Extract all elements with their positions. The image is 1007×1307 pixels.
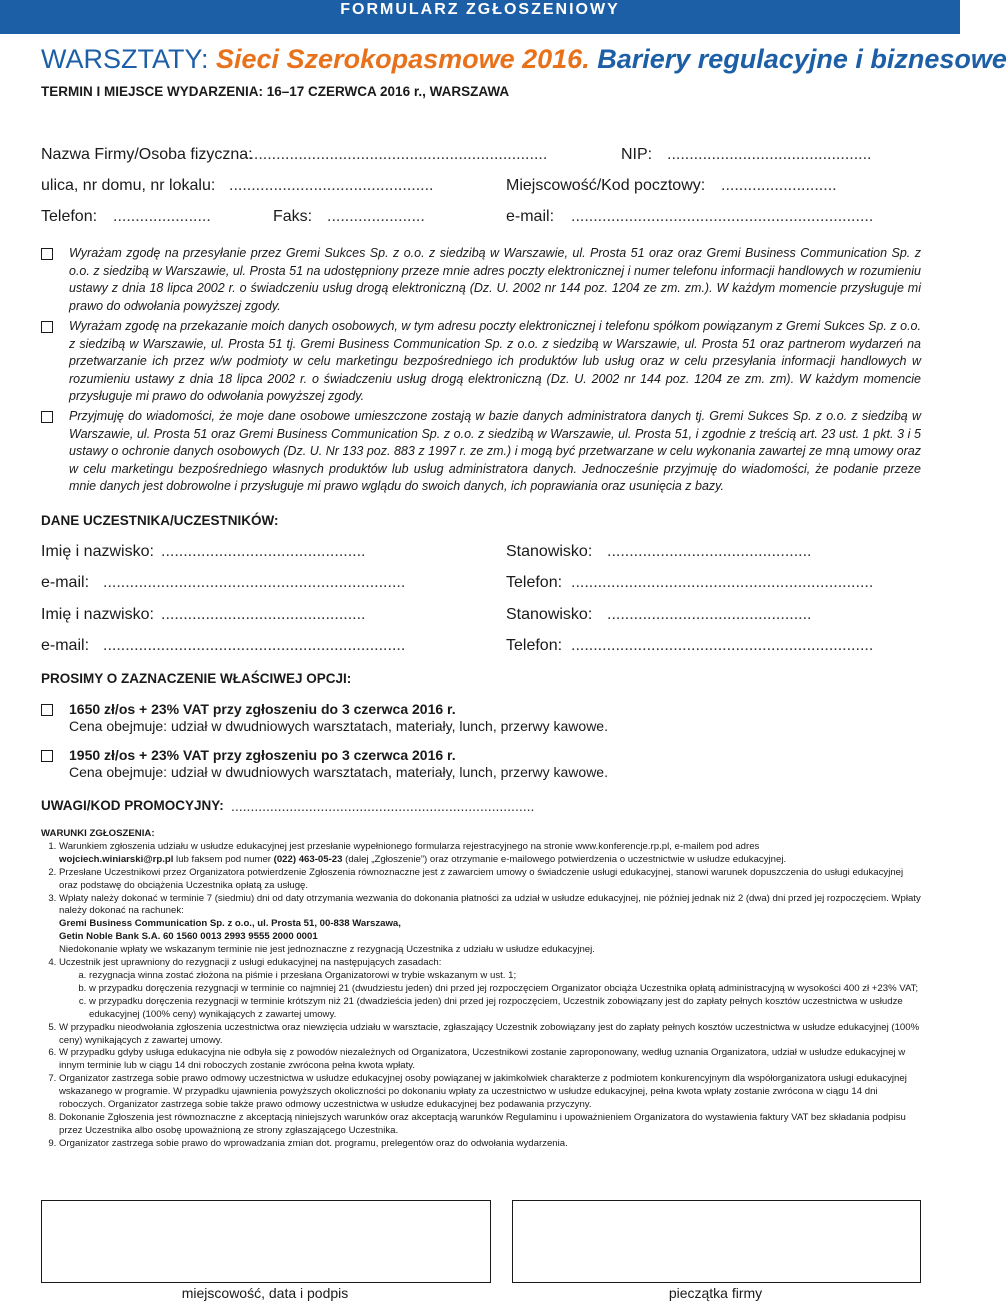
- participant-1-row-2: [41, 574, 921, 596]
- option-late-desc: Cena obejmuje: udział w dwudniowych warsztatach, materiały, lunch, przerwy kawowe.: [69, 764, 608, 780]
- consent-data-transfer-checkbox[interactable]: [41, 321, 53, 333]
- signature-box[interactable]: [41, 1200, 491, 1283]
- email-field[interactable]: ....................................................................: [571, 208, 874, 225]
- term-4-sublist: [59, 970, 921, 1022]
- company-row-2: [41, 177, 921, 199]
- terms-title: WARUNKI ZGŁOSZENIA:: [41, 828, 155, 839]
- participant-1-row-1: [41, 543, 921, 565]
- consent-data-transfer-text: Wyrażam zgodę na przekazanie moich danych osobowych, w tym adresu poczty elektronicznej i telefonu spółkom powiązanym z Gremi Sukces Sp. z o.o. z siedzibą w Warszawie, ul. Prosta 51 tj. Gremi Business Communication Sp. z o.o. z siedzibą w Warszawie, ul. Prosta 51 oraz partnerom wydarzeń na przetwarzanie ich przez w/w podmioty w celu marketingu bezpośredniego ich produktów lub usług oraz w celu przesyłania informacji handlowych w rozumieniu ustawy z dnia 18 lipca 2002 r. o świadczeniu usług drogą elektroniczną (Dz. U. 2002 nr 144 poz. 1204 ze zm. zm). W każdym momencie przysługuje mi prawo do odwołania powyższej zgody.: [69, 319, 921, 403]
- option-early-price: 1650 zł/os + 23% VAT przy zgłoszeniu do 3 czerwca 2016 r.: [69, 701, 456, 717]
- participant-2-row-2: [41, 637, 921, 659]
- participant-1-phone-field[interactable]: ....................................................................: [571, 574, 874, 591]
- term-9: 9. Organizator zastrzega sobie prawo do wprowadzania zmian dot. programu, prelegentów oraz do odwołania wydarzenia.: [59, 1138, 921, 1151]
- participant-1-phone-label: Telefon:: [506, 574, 563, 591]
- company-name-field[interactable]: ....................................................................: [245, 146, 548, 163]
- promo-field[interactable]: ..............................................................................: [231, 798, 535, 814]
- participant-1-name-field[interactable]: ..............................................: [161, 543, 366, 560]
- fax-label: Faks:: [273, 208, 313, 225]
- participant-1-email-field[interactable]: ....................................................................: [103, 574, 406, 591]
- term-2: 2. Przesłane Uczestnikowi przez Organizatora potwierdzenie Zgłoszenia równoznaczne jest z zawarciem umowy o świadczenie usługi edukacyjnej, stanowi warunek dopuszczenia do usługi edukacyjnej oraz podstawę do obciążenia Uczestnika opłatą za usługę.: [59, 867, 921, 893]
- term-4b: b. w przypadku doręczenia rezygnacji w terminie co najmniej 21 (dwudziestu jeden) dni przed jej rozpoczęciem Organizator obciąża Uczestnika opłatą administracyjną w wysokości 400 zł +23% VAT;: [89, 983, 921, 996]
- term-3: 3. Wpłaty należy dokonać w terminie 7 (siedmiu) dni od daty otrzymania wezwania do dokonania płatności za udział w usłudze edukacyjnej, nie później jednak niż 2 (dwa) dni przed jej rozpoczęciem. Wpłaty należy dokonać na rachunek: Gremi Business Communication Sp. z o.o., ul. Prosta 51, 00-838 Warszawa, Getin Noble Bank S.A. 60 1560 0013 2993 9555 2000 0001 Niedokonanie wpłaty we wskazanym terminie nie jest jednoznaczne z rezygnacją Uczestnika z udziału w usłudze edukacyjnej.: [59, 893, 921, 958]
- term-4: 4. Uczestnik jest uprawniony do rezygnacji z usługi edukacyjnej na następujących zasadach: a. rezygnacja winna zostać złożona na piśmie i przesłana Organizatorowi w trybie wskazanym w ust. 1; b. w przypadku doręczenia rezygnacji w terminie co najmniej 21 (dwudziestu jeden) dni przed jej rozpoczęciem Organizator obciąża Uczestnika opłatą administracyjną w wysokości 400 zł +23% VAT; c. w przypadku doręczenia rezygnacji w terminie krótszym niż 21 (dwadzieścia jeden) dni przed jej rozpoczęciem, Uczestnik zobowiązany jest do zapłaty pełnych kosztów uczestnictwa w usłudze edukacyjnej (100% ceny) wynikających z zawartej umowy.: [59, 957, 921, 1022]
- participant-1-name-label: Imię i nazwisko:: [41, 543, 154, 560]
- signature-label: miejscowość, data i podpis: [181, 1285, 349, 1301]
- event-date-place: TERMIN I MIEJSCE WYDARZENIA: 16–17 CZERWCA 2016 r., WARSZAWA: [41, 84, 510, 99]
- headline-prefix: WARSZTATY:: [41, 44, 216, 74]
- consent-marketing-checkbox[interactable]: [41, 248, 53, 260]
- participant-2-phone-label: Telefon:: [506, 637, 563, 654]
- participant-1-email-label: e-mail:: [41, 574, 90, 591]
- stamp-box[interactable]: [512, 1200, 921, 1283]
- term-4c: c. w przypadku doręczenia rezygnacji w terminie krótszym niż 21 (dwadzieścia jeden) dni przed jej rozpoczęciem, Uczestnik zobowiązany jest do zapłaty pełnych kosztów uczestnictwa w usłudze edukacyjnej (100% ceny) wynikających z zawartej umowy.: [89, 996, 921, 1022]
- consent-marketing-text: Wyrażam zgodę na przesyłanie przez Gremi Sukces Sp. z o.o. z siedzibą w Warszawie, ul. Prosta 51 oraz oraz Gremi Business Communication Sp. z o.o. z siedzibą w Warszawie, ul. Prosta 51 na udostępniony przeze mnie adres poczty elektronicznej i numer telefonu informacji handlowych w rozumieniu ustawy z dnia 18 lipca 2002 r. o świadczeniu usług drogą elektroniczną (Dz. U. 2002 nr 144 poz. 1204 ze zm. zm.). W każdym momencie przysługuje mi prawo do odwołania powyższej zgody.: [69, 246, 921, 313]
- phone-field[interactable]: ......................: [113, 208, 211, 225]
- banner-title: FORMULARZ ZGŁOSZENIOWY: [340, 1, 620, 18]
- term-1-fax: (022) 463-05-23: [273, 853, 343, 865]
- nip-field[interactable]: ..............................................: [667, 146, 872, 163]
- fax-field[interactable]: ......................: [327, 208, 425, 225]
- term-4a: a. rezygnacja winna zostać złożona na piśmie i przesłana Organizatorowi w trybie wskazanym w ust. 1;: [89, 970, 921, 983]
- option-late-price: 1950 zł/os + 23% VAT przy zgłoszeniu po 3 czerwca 2016 r.: [69, 747, 456, 763]
- term-8: 8. Dokonanie Zgłoszenia jest równoznaczne z akceptacją niniejszych warunków oraz akceptacją warunków Regulaminu i upoważnieniem Organizatora do wystawienia faktury VAT bez składania podpisu przez Uczestnika albo osobę upoważnioną ze strony zgłaszającego Uczestnika.: [59, 1112, 921, 1138]
- street-label: ulica, nr domu, nr lokalu:: [41, 177, 216, 194]
- participant-2-email-field[interactable]: ....................................................................: [103, 637, 406, 654]
- term-5: 5. W przypadku nieodwołania zgłoszenia uczestnictwa oraz niewzięcia udziału w warsztacie, zgłaszający Uczestnik zobowiązany jest do zapłaty pełnych kosztów uczestnictwa w usłudze edukacyjnej (100% ceny) wynikających z zawartej umowy.: [59, 1022, 921, 1048]
- participants-title: DANE UCZESTNIKA/UCZESTNIKÓW:: [41, 513, 279, 528]
- headline-subtitle: Bariery regulacyjne i biznesowe: [589, 44, 1007, 74]
- participant-2-name-label: Imię i nazwisko:: [41, 606, 154, 623]
- participant-2-phone-field[interactable]: ....................................................................: [571, 637, 874, 654]
- option-late-checkbox[interactable]: [41, 750, 53, 762]
- headline-title: Sieci Szerokopasmowe 2016.: [216, 44, 590, 74]
- promo-row: [41, 798, 921, 820]
- city-label: Miejscowość/Kod pocztowy:: [506, 177, 706, 194]
- term-3-account-holder: Gremi Business Communication Sp. z o.o., ul. Prosta 51, 00-838 Warszawa,: [59, 918, 401, 930]
- term-1-email: wojciech.winiarski@rp.pl: [59, 853, 174, 865]
- participant-2-name-field[interactable]: ..............................................: [161, 606, 366, 623]
- participant-2-position-field[interactable]: ..............................................: [607, 606, 812, 623]
- company-row-1: [41, 146, 921, 168]
- nip-label: NIP:: [621, 146, 653, 163]
- terms-section: [41, 828, 921, 1151]
- phone-label: Telefon:: [41, 208, 98, 225]
- consent-data-processing-checkbox[interactable]: [41, 411, 53, 423]
- company-name-label: Nazwa Firmy/Osoba fizyczna:: [41, 146, 253, 163]
- workshop-headline: [41, 42, 1007, 76]
- stamp-label: pieczątka firmy: [668, 1285, 763, 1301]
- option-early-desc: Cena obejmuje: udział w dwudniowych warsztatach, materiały, lunch, przerwy kawowe.: [69, 718, 608, 734]
- company-row-3: [41, 208, 921, 230]
- promo-label: UWAGI/KOD PROMOCYJNY:: [41, 798, 224, 813]
- participant-2-position-label: Stanowisko:: [506, 606, 593, 623]
- participant-1-position-field[interactable]: ..............................................: [607, 543, 812, 560]
- street-field[interactable]: ..............................................: [229, 177, 434, 194]
- city-field[interactable]: ..........................: [721, 177, 837, 194]
- participant-1-position-label: Stanowisko:: [506, 543, 593, 560]
- form-banner: [0, 0, 960, 34]
- options-title: PROSIMY O ZAZNACZENIE WŁAŚCIWEJ OPCJI:: [41, 671, 352, 686]
- term-1: 1. Warunkiem zgłoszenia udziału w usłudze edukacyjnej jest przesłanie wypełnionego formularza rejestracyjnego na stronie www.konferencje.rp.pl, e-mailem pod adres wojciech.winiarski@rp.pl lub faksem pod numer (022) 463-05-23 (dalej „Zgłoszenie”) oraz otrzymanie e-mailowego potwierdzenia o uczestnictwie w usłudze edukacyjnej.: [59, 841, 921, 867]
- option-early-checkbox[interactable]: [41, 704, 53, 716]
- term-3-account-number: Getin Noble Bank S.A. 60 1560 0013 2993 9555 2000 0001: [59, 931, 318, 943]
- consent-data-processing-text: Przyjmuję do wiadomości, że moje dane osobowe umieszczone zostają w bazie danych administratora danych tj. Gremi Sukces Sp. z o.o. z siedzibą w Warszawie, ul. Prosta 51 oraz Gremi Business Communication Sp. z o.o. z siedzibą w Warszawie, ul. Prosta 51, i zgodnie z treścią art. 23 ust. 1 pkt. 3 i 5 ustawy o ochronie danych osobowych (Dz. U. Nr 133 poz. 883 z 1997 r. ze zm.) i mogą być przetwarzane w celu wykonania zawartej ze mną umowy oraz w celu marketingu bezpośredniego własnych produktów lub usług administratora danych. Jednocześnie przyjmuję do wiadomości, że podanie przeze mnie danych jest dobrowolne i przysługuje mi prawo wglądu do swoich danych, ich poprawiania oraz usunięcia z bazy.: [69, 409, 921, 493]
- term-7: 7. Organizator zastrzega sobie prawo odmowy uczestnictwa w usłudze edukacyjnej osoby powiązanej w jakimkolwiek charakterze z podmiotem konkurencyjnym dla współorganizatora usługi edukacyjnej wskazanego w programie. W przypadku ujawnienia powyższych okoliczności po dokonaniu wpłaty za uczestnictwo w usłudze edukacyjnej, pełna kwota wpłaty zostanie zwrócona w ciągu 14 dni roboczych. Organizator zastrzega sobie także prawo odmowy uczestnictwa w usłudze edukacyjnej bez podawania przyczyny.: [59, 1073, 921, 1112]
- email-label: e-mail:: [506, 208, 555, 225]
- participant-2-row-1: [41, 606, 921, 628]
- term-6: 6. W przypadku gdyby usługa edukacyjna nie odbyła się z powodów niezależnych od Organizatora, Uczestnikowi zostanie zaproponowany, według uznania Organizatora, udział w usłudze edukacyjnej w innym terminie lub w ciągu 14 dni roboczych zostanie zwrócona pełna kwota wpłaty.: [59, 1047, 921, 1073]
- participant-2-email-label: e-mail:: [41, 637, 90, 654]
- terms-list: [41, 841, 921, 1151]
